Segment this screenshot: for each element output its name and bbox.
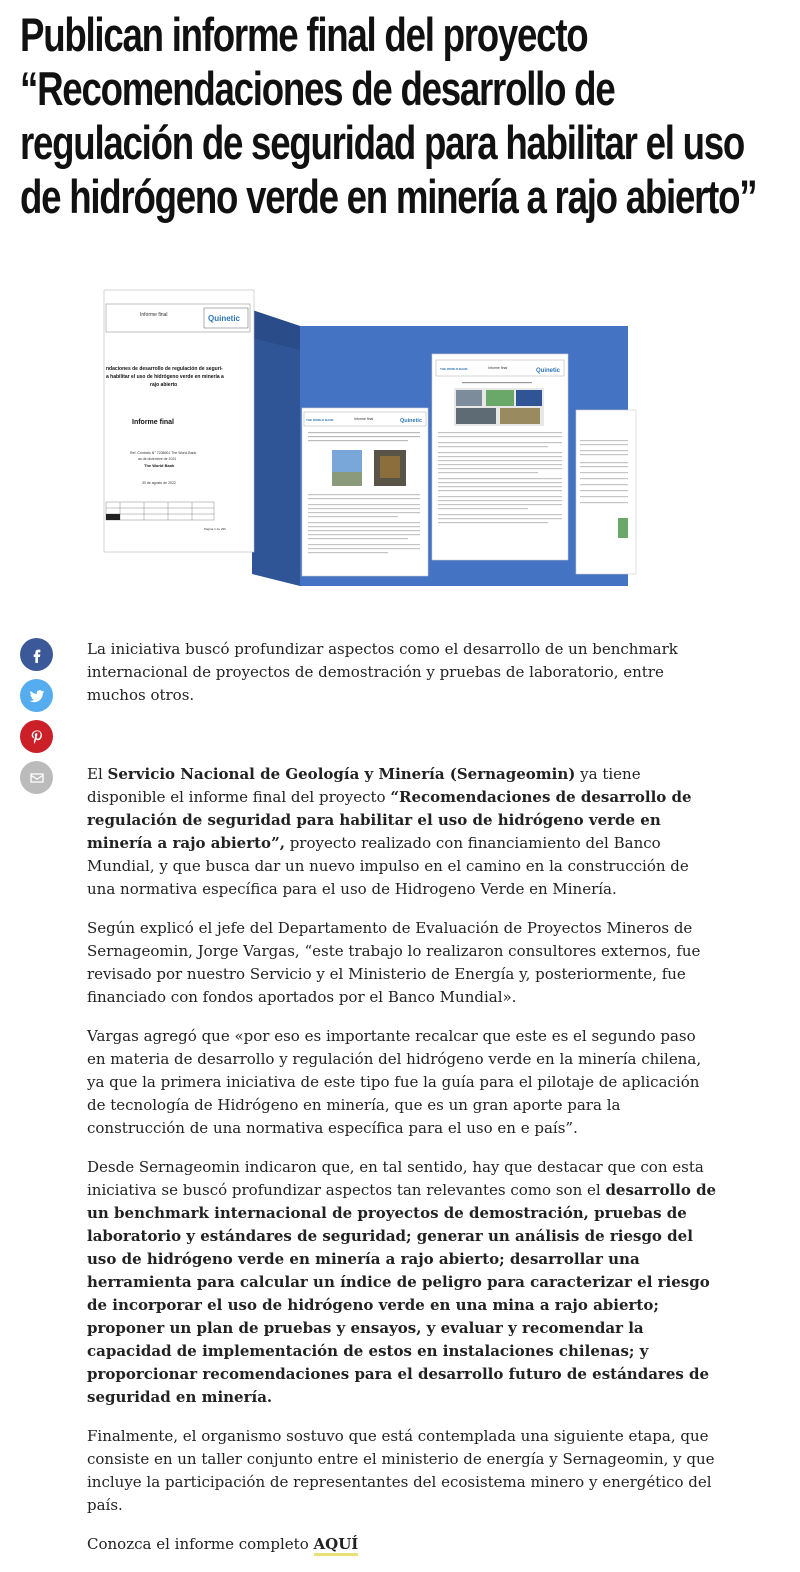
pinterest-icon bbox=[29, 729, 45, 745]
article-paragraph-1: El Servicio Nacional de Geología y Minería (Sernageomin) ya tiene disponible el informe final del proyecto “Recomendaciones de desarrollo de regulación de seguridad para habilitar el uso de hidrógeno verde en minería a rajo abierto”, proyecto realizado con financiamiento del Banco Mundial, y que busca dar un nuevo impulso en el camino en la construcción de una normativa específica para el uso de Hidrogeno Verde en Minería. bbox=[87, 765, 692, 898]
page3-bank-logo: THE WORLD BANK bbox=[440, 367, 468, 371]
page3-header: Informe final bbox=[488, 366, 508, 370]
report-download-link[interactable]: AQUÍ bbox=[314, 1535, 359, 1556]
report-preview-image bbox=[104, 290, 628, 586]
svg-text:a habilitar el uso de hidrógen: a habilitar el uso de hidrógeno verde en minería a bbox=[106, 374, 224, 380]
cover-ref2: as de diciembre de 2021 bbox=[138, 457, 177, 461]
article-paragraph-4: Desde Sernageomin indicaron que, en tal sentido, hay que destacar que con esta iniciativa se buscó profundizar aspectos tan relevantes como son el desarrollo de un benchmark internacional de proyectos de demostración, pruebas de laboratorio y estándares de seguridad; generar un análisis de riesgo del uso de hidrógeno verde en minería a rajo abierto; desarrollar una herramienta para calcular un índice de peligro para caracterizar el riesgo de incorporar el uso de hidrógeno verde en una mina a rajo abierto; proponer un plan de pruebas y ensayos, y evaluar y recomendar la capacidad de implementación de estos en instalaciones chilenas; y proporcionar recomendaciones para el desarrollo futuro de estándares de seguridad en minería. bbox=[87, 1158, 717, 1406]
svg-text:ndaciones de desarrollo de reg: ndaciones de desarrollo de regulación de seguri- bbox=[106, 366, 223, 372]
page2-bank-logo: THE WORLD BANK bbox=[306, 418, 334, 422]
article-headline: Publican informe final del proyecto “Recomendaciones de desarrollo de regulación de seguridad para habilitar el uso de hidrógeno verde en minería a rajo abierto” bbox=[20, 8, 757, 223]
email-icon bbox=[29, 770, 45, 786]
article-paragraph-3: Vargas agregó que «por eso es importante recalcar que este es el segundo paso en materia de desarrollo y regulación del hidrógeno verde en la minería chilena, ya que la primera iniciativa de este tipo fue la guía para el pilotaje de aplicación de tecnología de Hidrógeno en minería, que es un gran aporte para la construcción de una normativa específica para el uso en e país”. bbox=[87, 1027, 702, 1137]
twitter-icon bbox=[29, 688, 45, 704]
cover-brand: Quinetic bbox=[208, 314, 241, 323]
article-body bbox=[87, 638, 717, 1572]
share-bar bbox=[20, 638, 54, 802]
pinterest-share-button[interactable] bbox=[20, 720, 53, 753]
page2-brand: Quinetic bbox=[400, 418, 423, 424]
article-paragraph-5: Finalmente, el organismo sostuvo que está contemplada una siguiente etapa, que consiste en un taller conjunto entre el ministerio de energía y Sernageomin, y que incluye la participación de representantes del ecosistema minero y energético del país. bbox=[87, 1427, 715, 1514]
article-paragraph-6: Conozca el informe completo AQUÍ bbox=[87, 1533, 717, 1556]
page2-header: Informe final bbox=[354, 417, 374, 421]
cover-date: 30 de agosto de 2022 bbox=[142, 481, 176, 485]
page3-brand: Quinetic bbox=[536, 368, 561, 374]
cover-client: The World Bank bbox=[144, 463, 175, 468]
svg-text:rajo abierto: rajo abierto bbox=[150, 382, 178, 388]
cover-label: Informe final bbox=[140, 312, 168, 318]
cover-page-number: Página 1 de 296 bbox=[204, 527, 226, 531]
article-lead: La iniciativa buscó profundizar aspectos como el desarrollo de un benchmark internacional de proyectos de demostración y pruebas de laboratorio, entre muchos otros. bbox=[87, 640, 678, 704]
article-paragraph-2: Según explicó el jefe del Departamento de Evaluación de Proyectos Mineros de Sernageomin, Jorge Vargas, “este trabajo lo realizaron consultores externos, fue revisado por nuestro Servicio y el Ministerio de Energía y, posteriormente, fue financiado con fondos aportados por el Banco Mundial». bbox=[87, 919, 701, 1006]
cover-ref: Ref. Contrato N° 7208601 The World Bank bbox=[130, 451, 197, 455]
cover-subtitle: Informe final bbox=[132, 419, 175, 426]
facebook-share-button[interactable] bbox=[20, 638, 53, 671]
facebook-icon bbox=[29, 647, 45, 663]
twitter-share-button[interactable] bbox=[20, 679, 53, 712]
email-share-button[interactable] bbox=[20, 761, 53, 794]
